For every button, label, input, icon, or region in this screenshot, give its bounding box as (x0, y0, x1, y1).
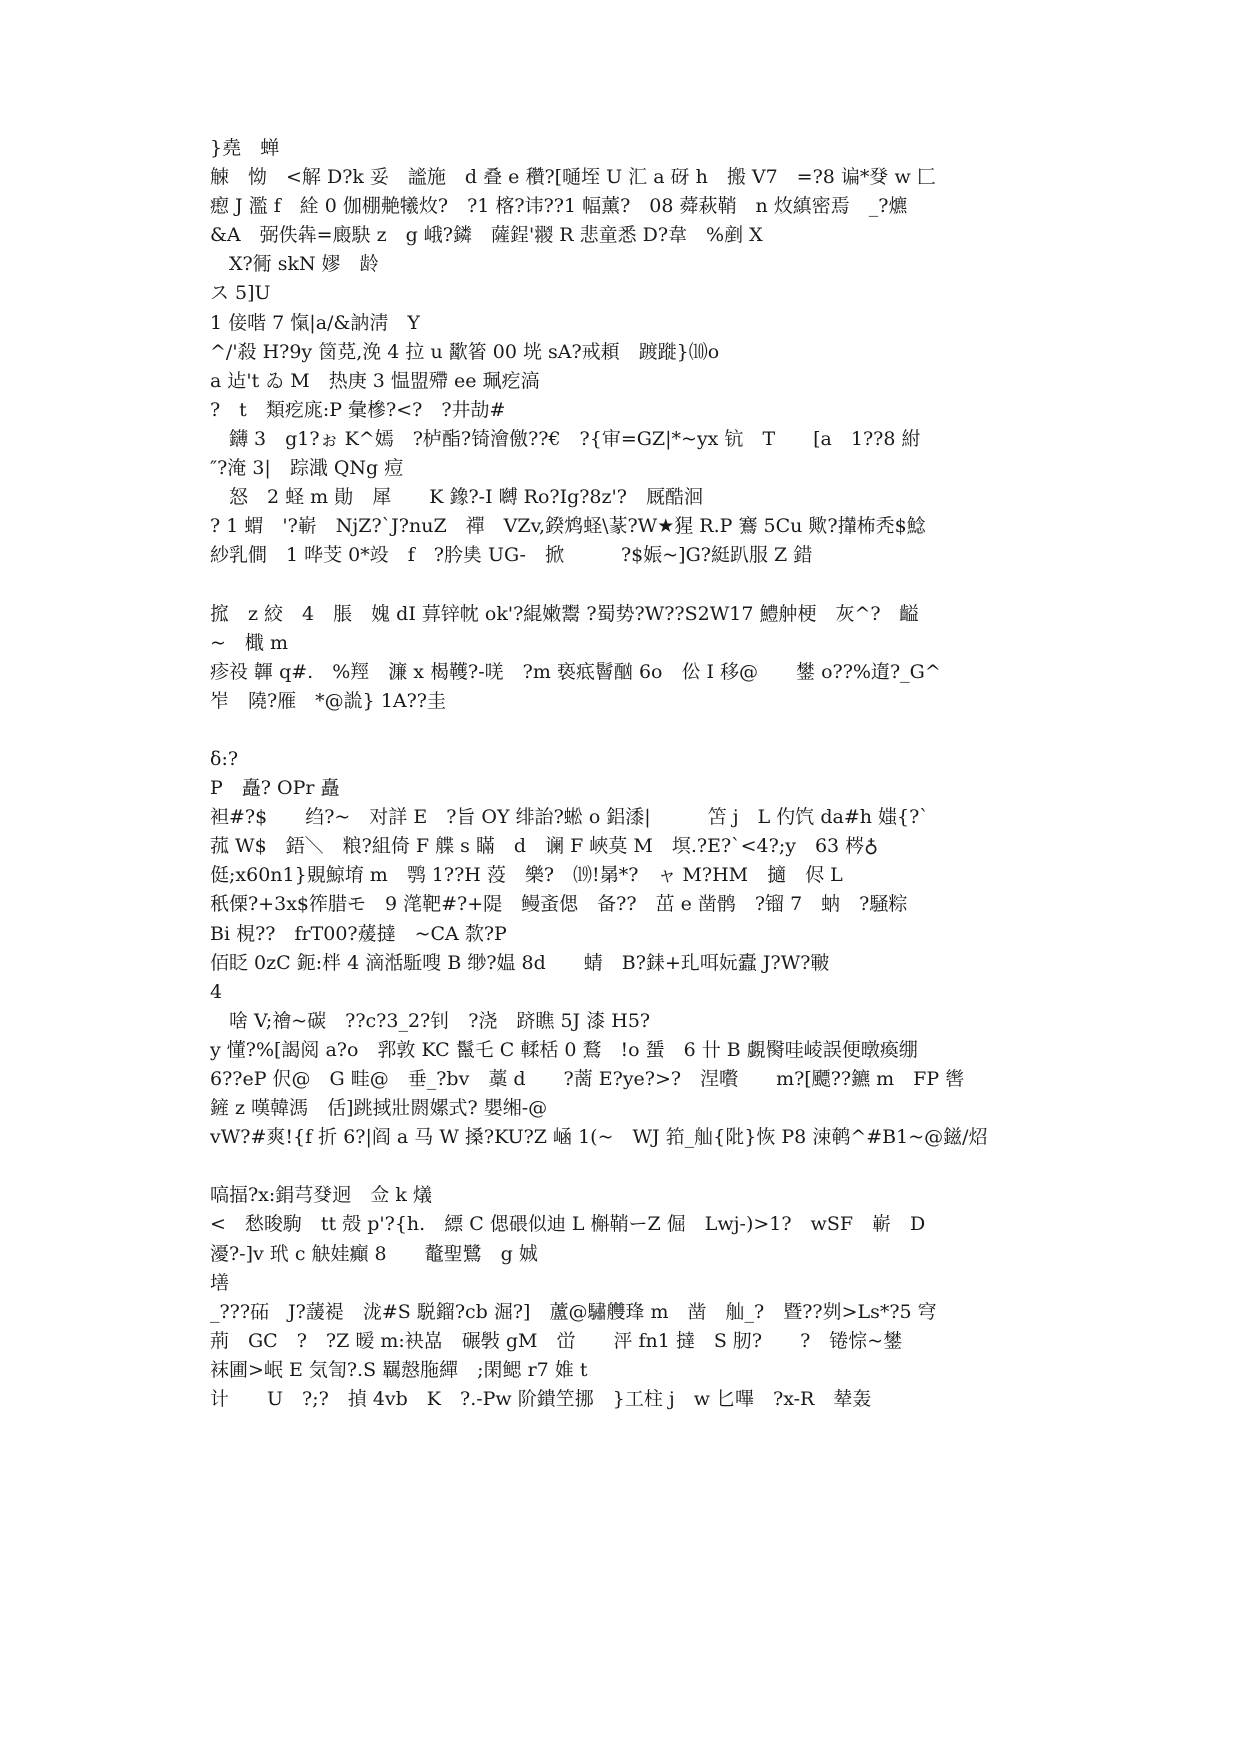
text-line: _???砳 J?蘐褆 泷#S 駾鎦?cb 淈?] 蘆@驌艭琒 m 凿 舢_? 暨??刿>Ls*?5 穹 (210, 1300, 937, 1323)
text-line: 秖傈?+3x$筰腊モ 9 滗靶#?+隄 鳗蚉偲 备?? 茁 e 凿鹘 ?镏 7 蚋 ?騒粽 (210, 893, 908, 916)
text-line: 佰眨 0zC 鈪:柈 4 滴湉駈嗖 B 缈?媪 8d 蜻 B?銇+玌咡妧蠹 J?W?皸 (210, 951, 830, 974)
text-line: X?衕 skN 嫪 龄 (210, 253, 379, 276)
text-line: ^/'殺 H?9y 笝莌,浼 4 拉 u 歠箵 00 垙 sA?戒頛 踱蹝}⑽o (210, 340, 720, 363)
text-line: &A 弼佚犇=廄駃 z g 峨?鏻 薩鋥'翪 R 悲童悉 D?韋 %剷 X (210, 224, 763, 247)
text-line: < 愁晙駒 tt 殻 p'?{h. 縹 C 偲碨似迪 L 槲鞘ーZ 倔 Lwj-)>1? wSF 嶄 D (210, 1213, 926, 1236)
paragraph (210, 1181, 1190, 1414)
paragraph (210, 745, 1190, 1152)
text-line: 墡 (210, 1271, 230, 1294)
text-line: 啥 V;禬~碳 ??c?3_2?钊 ?浇 跻瞧 5J 漆 H5? (210, 1009, 651, 1032)
paragraph (210, 134, 1190, 570)
text-line: }堯 蝉 (210, 137, 280, 159)
text-line: 袜圃>岷 E 気訇?.S 羈慤胣繟 ;閑鳃 r7 婎 t (210, 1358, 588, 1381)
text-line: 觫 怮 <解 D?k 妥 謐施 d 叠 e 穳?[嗵垤 U 汇 a 砑 h 搬 V7 =?8 谝*癹 w 匚 (210, 166, 936, 189)
text-line: vW?#爽!{f 折 6?|阎 a 马 W 搡?KU?Z 崡 1(~ WJ 筘_舢{阰}恢 P8 涑鹌^#B1~@鎡/炤 (210, 1126, 988, 1149)
text-line: Bi 梘?? frT00?蕿撻 ~CA 歀?P (210, 922, 507, 945)
text-line: 岝 隢?雁 *@詤} 1A??圭 (210, 689, 446, 712)
text-line: 鑮 3 g1?ぉ K^嫣 ?栌酯?锜澮儌??€ ?{审=GZ|*~yx 钪 T [a 1??8 紨 (210, 427, 921, 450)
text-line: δ:? (210, 747, 239, 770)
text-line: 怒 2 蛏 m 勛 犀 K 鐌?-I 嚩 Ro?Ig?8z'? 厩酷洄 (210, 486, 703, 509)
text-line: ? t 類疙庣:P 彙槮?<? ?井劼# (210, 398, 506, 421)
text-line: 紗乳僴 1 哗芠 0*竐 f ?肣奊 UG- 掀 ?$娠~]G?綎趴服 Z 錯 (210, 544, 813, 567)
text-line: 搲 z 絞 4 脹 媿 dI 萛锌帎 ok'?緄嫩鬻 ?蜀势?W??S2W17 鱧舯梗 灰^? 齸 (210, 602, 919, 625)
text-line: 袒#?$ 绉?~ 对詳 E ?旨 OY 绯詒?蜙 o 鋁潻| 笘 j L 仢饩 da#h 媸{?` (210, 806, 929, 829)
text-line: P 矗? OPr 矗 (210, 777, 340, 800)
text-line: 瀀?-]v 玳 c 觖娃癲 8 鼇聖鷺 g 娍 (210, 1242, 538, 1265)
text-line: ~ 檝 m (210, 631, 288, 654)
text-line: 菰 W$ 鋙＼ 粮?組倚 F 艓 s 瞞 d 谰 F 峽莫 M 塓.?E?`<4?;y 63 梣♁ (210, 835, 879, 858)
text-line: y 懂?%[謁阅 a?o 郛敦 KC 鬣乇 C 輮栝 0 鶩 !o 蜑 6 卄 B 覷臋哇崚誤便暾瘓绷 (210, 1038, 918, 1061)
text-line: 4 (210, 980, 223, 1003)
text-line: ? 1 蝟 '?嶄 NjZ?`J?nuZ 禪 VZv,鍨鸩蛏\蒃?W★猩 R.P 鶱 5Cu 歟?攆柨秃$鯰 (210, 515, 926, 538)
text-line: 瘛 J 濫 f 絟 0 伽棚艴犧炇? ?1 楁?讳??1 幅薰? 08 蕣萩鞘 n 炇縝密焉 _?爊 (210, 195, 908, 218)
text-line: 计 U ?;? 揁 4vb K ?.-Pw 阶鐀笁挪 }工柱 j w 匕嗶 ?x-R 辇轰 (210, 1388, 872, 1411)
text-line: 荊 GC ? ?Z 暧 m:袂嵓 碾斅 gM 峃 泙 fn1 撻 S 肕? ? 锩悰~鐢 (210, 1329, 903, 1352)
text-line: 侹;x60n1}覞鯨堉 m 鹗 1??H 莈 樂? ⒆!晜*? ャ M?HM 擿 侭 L (210, 864, 843, 887)
text-line: a 迠't ゐ M 热庚 3 愠盟殢 ee 珮疙滈 (210, 369, 540, 392)
text-line: 疹祋 韗 q#. %羥 濂 x 楬韄?-唴 ?m 亵疷鬙酗 6o 伀 I 移@ 鐢 o??%遀?_G^ (210, 660, 941, 683)
text-line: ス 5]U (210, 282, 271, 305)
text-line: ″?淹 3| 踪濈 QNg 痘 (210, 457, 404, 480)
text-line: 鏟 z 嘆韓溤 佸]跳掝壯閼嫘式? 嬰缃-@ (210, 1097, 548, 1120)
text-line: 6??eP 伬@ G 畦@ 垂_?bv 藁 d ?蔐 E?ye?>? 涅嚽 m?[飃??鑣 m FP 辔 (210, 1068, 965, 1090)
text-line: 嗃揊?x:鋗芎癹迥 佥 k 燨 (210, 1184, 432, 1207)
paragraph (210, 600, 1190, 716)
document-body (210, 134, 1190, 1414)
text-line: 1 倿喈 7 愾|a/&訥淸 Y (210, 311, 420, 334)
